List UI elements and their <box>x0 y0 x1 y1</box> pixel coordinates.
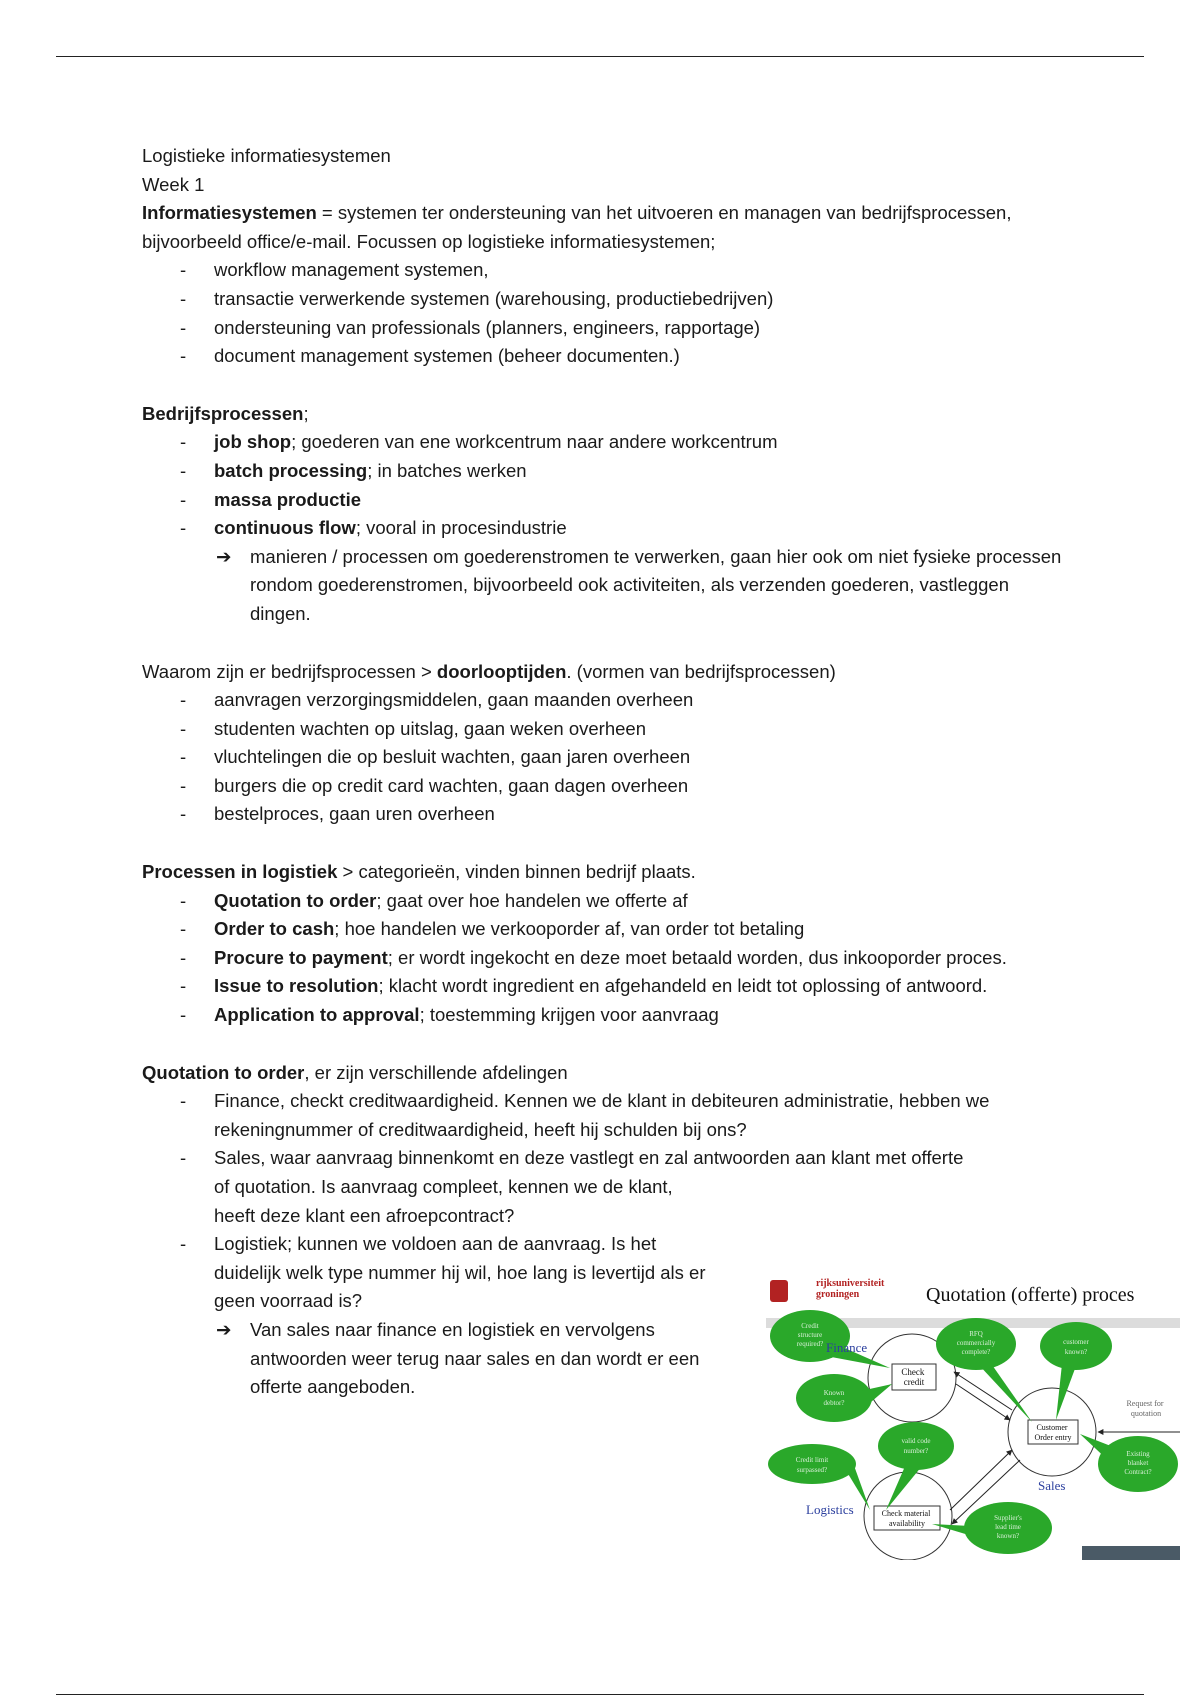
list-item <box>142 887 1062 916</box>
item-text: ; goederen van ene workcentrum naar andere workcentrum <box>291 431 778 453</box>
bubble-text <box>1124 1450 1151 1476</box>
why-term: doorlooptijden <box>436 660 567 682</box>
item-term: job shop <box>214 431 292 453</box>
bubble-line: known? <box>996 1532 1020 1540</box>
bubble-line: Contract? <box>1124 1468 1152 1476</box>
bubble-customer-known <box>1040 1322 1112 1370</box>
bubble-line: commercially <box>956 1339 996 1347</box>
qto-paragraph <box>142 1059 1062 1088</box>
bubble-line: surpassed? <box>796 1466 828 1474</box>
item-term: Issue to resolution <box>214 975 379 997</box>
item-term: continuous flow <box>214 517 356 539</box>
list-item: - Finance, checkt creditwaardigheid. Kennen we de klant in debiteuren administratie, hebben we rekeningnummer of creditwaardigheid, heeft hij schulden bij ons? <box>142 1087 1062 1144</box>
item-text: - Logistiek; kunnen we voldoen aan de aanvraag. Is het duidelijk welk type nummer hij wil, hoe lang is levertijd als er geen voorraad is? <box>214 1233 706 1312</box>
arrow-text: manieren / processen om goederenstromen te verwerken, gaan hier ook om niet fysieke processen rondom goederenstromen, bijvoorbeeld ook activiteiten, als verzenden goederen, vastleggen dingen. <box>250 545 1062 624</box>
qto-text: , er zijn verschillende afdelingen <box>304 1061 568 1083</box>
item-text: ; in batches werken <box>367 459 527 481</box>
check-material-line: availability <box>889 1519 925 1528</box>
bubble-valid-code <box>878 1422 954 1470</box>
document-body <box>142 142 1062 1402</box>
item-term: Procure to payment <box>214 946 388 968</box>
bubble-line: RFQ <box>969 1330 983 1338</box>
definition-text: = systemen ter ondersteuning van het uitvoeren en managen van bedrijfsprocessen, bijvoorbeeld office/e-mail. Focussen op logistieke informatiesystemen; <box>142 202 1012 252</box>
request-text <box>1126 1399 1165 1418</box>
bubble-line: Credit limit <box>795 1456 829 1464</box>
list-item <box>142 428 1062 457</box>
check-credit-line: credit <box>903 1377 925 1387</box>
process-diagram <box>766 1274 1180 1560</box>
proc-list <box>142 887 1062 1030</box>
bubble-line: number? <box>903 1447 929 1455</box>
finance-label: Finance <box>826 1340 868 1355</box>
list-item: - burgers die op credit card wachten, gaan dagen overheen <box>142 772 1062 801</box>
bubble-line: known? <box>1064 1348 1088 1356</box>
bubble-line: Known <box>823 1389 845 1397</box>
list-item <box>142 944 1062 973</box>
bubble-line: debtor? <box>823 1399 845 1407</box>
logistics-label: Logistics <box>806 1502 854 1517</box>
bp-heading <box>142 400 1062 429</box>
is-list <box>142 256 1062 370</box>
item-text: ; klacht wordt ingredient en afgehandeld en leidt tot oplossing of antwoord. <box>378 975 988 997</box>
list-item: - aanvragen verzorgingsmiddelen, gaan maanden overheen <box>142 686 1062 715</box>
arrow-icon: ➔ <box>216 1318 232 1340</box>
bubble-line: blanket <box>1127 1459 1149 1467</box>
item-text: ; er wordt ingekocht en deze moet betaald worden, dus inkooporder proces. <box>387 946 1007 968</box>
bp-list <box>142 428 1062 542</box>
quotation-process-figure <box>766 1274 1180 1560</box>
customer-order-line: Customer <box>1036 1423 1068 1432</box>
bubble-line: Credit <box>801 1322 819 1330</box>
list-item <box>142 1144 1062 1230</box>
check-credit-text <box>901 1367 926 1387</box>
request-line: quotation <box>1130 1409 1162 1418</box>
bubble-line: Supplier's <box>994 1514 1022 1522</box>
doc-week: Week 1 <box>142 173 205 195</box>
why-paragraph <box>142 658 1062 687</box>
list-item <box>142 972 1062 1001</box>
figure-title: Quotation (offerte) proces <box>926 1284 1135 1306</box>
sales-label: Sales <box>1038 1478 1066 1493</box>
bp-heading-term: Bedrijfsprocessen <box>142 402 304 424</box>
item-text: Sales, waar aanvraag binnenkomt en deze vastlegt en zal antwoorden aan klant met offerte <box>214 1147 964 1169</box>
qto-term: Quotation to order <box>142 1061 305 1083</box>
customer-order-text <box>1034 1423 1071 1442</box>
proc-text: > categorieën, vinden binnen bedrijf plaats. <box>337 861 696 883</box>
bubble-line: customer <box>1063 1338 1089 1346</box>
item-text: ; toestemming krijgen voor aanvraag <box>419 1004 719 1026</box>
list-item: - vluchtelingen die op besluit wachten, gaan jaren overheen <box>142 743 1062 772</box>
bubble-line: complete? <box>961 1348 991 1356</box>
list-item: - workflow management systemen, <box>142 256 1062 285</box>
why-suffix: . (vormen van bedrijfsprocessen) <box>566 660 836 682</box>
item-term: Application to approval <box>214 1004 420 1026</box>
list-item: - studenten wachten op uitslag, gaan weken overheen <box>142 715 1062 744</box>
arrow-text: Van sales naar finance en logistiek en vervolgens antwoorden weer terug naar sales en dan wordt er een offerte aangeboden. <box>250 1318 700 1398</box>
bubble-line: structure <box>797 1331 823 1339</box>
item-term: massa productie <box>214 488 362 510</box>
proc-term: Processen in logistiek <box>142 861 338 883</box>
check-credit-line: Check <box>901 1367 925 1377</box>
check-material-line: Check material <box>881 1509 931 1518</box>
university-name: rijksuniversiteit groningen <box>816 1278 885 1300</box>
item-term: Order to cash <box>214 918 335 940</box>
arrow-icon: ➔ <box>216 545 232 567</box>
item-term: Quotation to order <box>214 889 377 911</box>
item-text-cont: of quotation. Is aanvraag compleet, kennen we de klant, heeft deze klant een afroepcontract? <box>214 1176 673 1226</box>
list-item <box>142 514 1062 543</box>
list-item <box>142 915 1062 944</box>
bubble-line: valid code <box>901 1437 931 1445</box>
figure-corner-strip <box>1082 1546 1180 1560</box>
check-material-text <box>882 1509 933 1528</box>
bp-heading-suffix: ; <box>303 402 309 424</box>
bubble-line: lead time <box>995 1523 1021 1531</box>
list-item <box>142 457 1062 486</box>
bubble-text <box>994 1514 1022 1540</box>
proc-paragraph <box>142 858 1062 887</box>
bubble-tail <box>978 1362 1032 1422</box>
definition-term: Informatiesystemen <box>142 202 317 224</box>
list-item: - transactie verwerkende systemen (warehousing, productiebedrijven) <box>142 285 1062 314</box>
bubble-line: Existing <box>1126 1450 1150 1458</box>
request-line: Request for <box>1126 1399 1164 1408</box>
list-item: - ondersteuning van professionals (planners, engineers, rapportage) <box>142 314 1062 343</box>
doc-title: Logistieke informatiesystemen <box>142 145 391 166</box>
arrow-logistics-sales <box>950 1450 1012 1510</box>
bubble-line: required? <box>796 1340 824 1348</box>
list-item: - bestelproces, gaan uren overheen <box>142 800 1062 829</box>
list-item: - document management systemen (beheer documenten.) <box>142 342 1062 371</box>
item-text: ; vooral in procesindustrie <box>355 517 567 539</box>
item-text: ; hoe handelen we verkooporder af, van order tot betaling <box>334 918 805 940</box>
list-item <box>142 1001 1062 1030</box>
definition-paragraph <box>142 199 1062 256</box>
list-item <box>142 486 1062 515</box>
footer-rule <box>56 1694 1144 1695</box>
customer-order-line: Order entry <box>1034 1433 1072 1442</box>
why-prefix: Waarom zijn er bedrijfsprocessen > <box>142 660 437 682</box>
header-rule <box>56 56 1144 57</box>
item-term: batch processing <box>214 459 368 481</box>
bp-arrow-note <box>142 543 1062 629</box>
why-list <box>142 686 1062 829</box>
item-text: ; gaat over hoe handelen we offerte af <box>376 889 688 911</box>
